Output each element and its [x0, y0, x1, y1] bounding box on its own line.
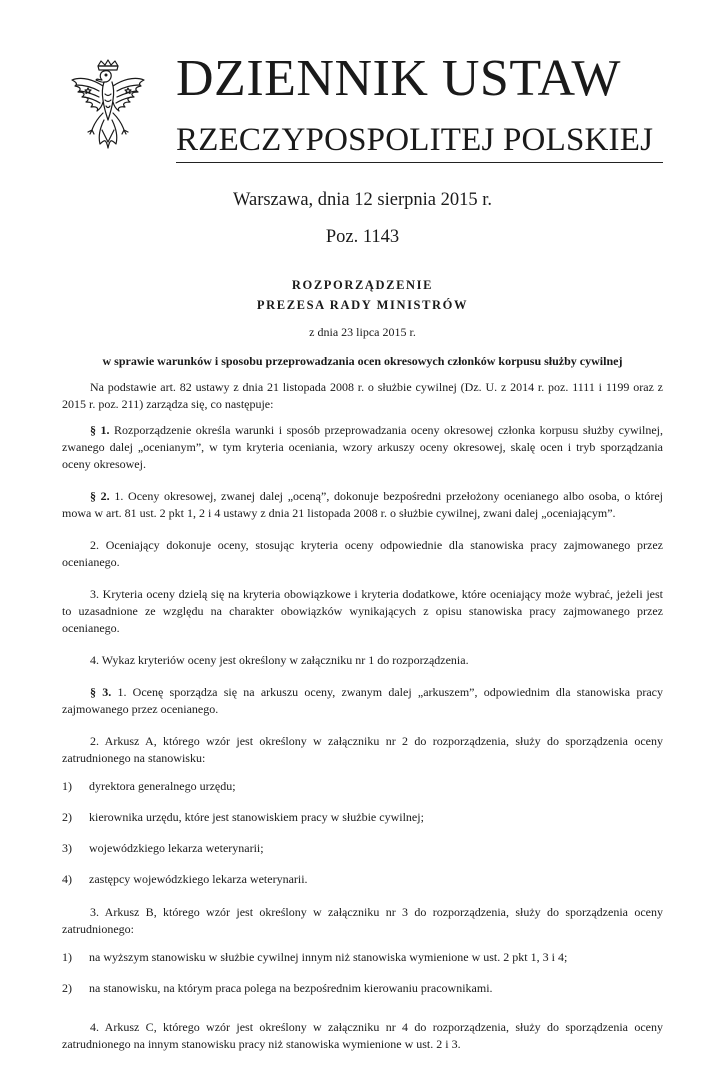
paragraph-2-section-1 [62, 488, 663, 522]
header-divider [176, 162, 663, 163]
paragraph-3-section-1 [62, 684, 663, 718]
journal-subtitle: RZECZYPOSPOLITEJ POLSKIEJ [176, 122, 654, 158]
paragraph-2-section-4: 4. Wykaz kryteriów oceny jest określony w załączniku nr 1 do rozporządzenia. [90, 653, 469, 667]
paragraph-2-section-3: 3. Kryteria oceny dzielą się na kryteria obowiązkowe i kryteria dodatkowe, które oceniający może wybrać, jeżeli jest to uzasadnione ze względu na charakter obowiązków wynikających z opisu stanowiska pracy zajmowanego przez ocenianego. [62, 587, 663, 635]
list-item [62, 840, 663, 857]
paragraph-2-text: 1. Oceny okresowej, zwanej dalej „oceną”, dokonuje bezpośredni przełożony ocenianego albo osoba, o której mowa w art. 81 ust. 2 pkt 1, 2 i 4 ustawy z dnia 21 listopada 2008 r. o służbie cywilnej, zwani dalej „oceniającym”. [62, 489, 663, 520]
paragraph-3-section-2: 2. Arkusz A, którego wzór jest określony w załączniku nr 2 do rozporządzenia, służy do sporządzenia oceny zatrudnionego na stanowisku: [62, 734, 663, 765]
paragraph-2-section-2: 2. Oceniający dokonuje oceny, stosując kryteria oceny odpowiednie dla stanowiska pracy zajmowanego przez ocenianego. [62, 538, 663, 569]
list-arkusz-a [62, 778, 663, 888]
list-item [62, 980, 663, 997]
list-item-text: na wyższym stanowisku w służbie cywilnej innym niż stanowiska wymienione w ust. 2 pkt 1, 3 i 4; [89, 950, 568, 964]
list-item-number: 2) [62, 981, 72, 995]
regulation-body [62, 379, 663, 1068]
paragraph-2-mark: § 2. [90, 489, 110, 503]
journal-header [0, 0, 725, 180]
list-item-text: na stanowisku, na którym praca polega na bezpośrednim kierowaniu pracownikami. [89, 981, 493, 995]
act-date: z dnia 23 lipca 2015 r. [309, 325, 416, 339]
list-item-number: 4) [62, 872, 72, 886]
list-item-number: 1) [62, 950, 72, 964]
paragraph-3-section-3: 3. Arkusz B, którego wzór jest określony w załączniku nr 3 do rozporządzenia, służy do sporządzenia oceny zatrudnionego: [62, 905, 663, 936]
publication-date: Warszawa, dnia 12 sierpnia 2015 r. [233, 190, 492, 210]
act-subject: w sprawie warunków i sposobu przeprowadzania ocen okresowych członków korpusu służby cywilnej [102, 354, 623, 368]
preamble: Na podstawie art. 82 ustawy z dnia 21 listopada 2008 r. o służbie cywilnej (Dz. U. z 2014 r. poz. 1111 i 1199 oraz z 2015 r. poz. 211) zarządza się, co następuje: [62, 380, 663, 411]
paragraph-1 [62, 422, 663, 473]
paragraph-1-mark: § 1. [90, 423, 110, 437]
act-issuer: PREZESA RADY MINISTRÓW [256, 298, 469, 312]
list-item-number: 2) [62, 810, 72, 824]
list-item [62, 949, 663, 966]
paragraph-3-section-4: 4. Arkusz C, którego wzór jest określony w załączniku nr 4 do rozporządzenia, służy do sporządzenia oceny zatrudnionego na innym stanowisku pracy niż stanowiska wymienione w ust. 2 i 3. [62, 1020, 663, 1051]
list-item [62, 778, 663, 795]
list-item-number: 1) [62, 779, 72, 793]
list-arkusz-b [62, 949, 663, 997]
list-item-text: wojewódzkiego lekarza weterynarii; [89, 841, 264, 855]
list-item-text: kierownika urzędu, które jest stanowiskiem pracy w służbie cywilnej; [89, 810, 424, 824]
paragraph-3-mark: § 3. [90, 685, 112, 699]
act-type: ROZPORZĄDZENIE [291, 278, 434, 292]
list-item [62, 871, 663, 888]
list-item-text: zastępcy wojewódzkiego lekarza weterynarii. [89, 872, 308, 886]
journal-title: DZIENNIK USTAW [176, 50, 621, 107]
list-item-number: 3) [62, 841, 72, 855]
position-number: Poz. 1143 [325, 227, 400, 247]
paragraph-3-text: 1. Ocenę sporządza się na arkuszu oceny, zwanym dalej „arkuszem”, odpowiednim dla stanowiska pracy zajmowanego przez ocenianego. [62, 685, 664, 716]
list-item-text: dyrektora generalnego urzędu; [89, 779, 236, 793]
paragraph-1-text: Rozporządzenie określa warunki i sposób przeprowadzania oceny okresowej członka korpusu służby cywilnej, zwanego dalej „ocenianym”, w tym kryteria oceniania, wzory arkuszy oceny okresowej, skalę ocen i tryb sporządzania oceny okresowej. [62, 423, 663, 471]
list-item [62, 809, 663, 826]
polish-eagle-emblem-icon [62, 58, 154, 158]
